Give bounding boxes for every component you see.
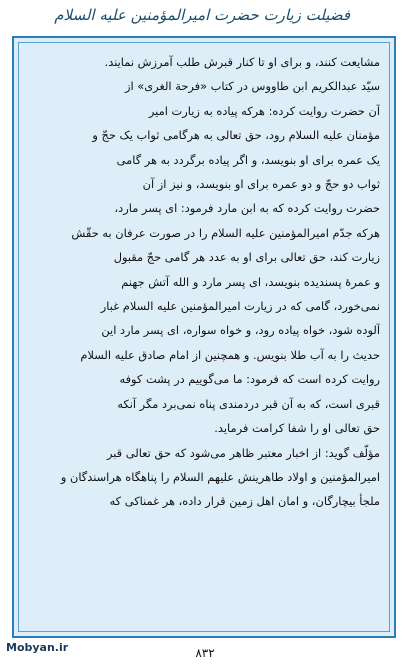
text-frame <box>12 36 396 638</box>
text-line: قبری است، که به آن قبر دردمندی پناه نمی‌برد مگر آنکه <box>117 396 380 411</box>
text-line: مشایعت کنند، و برای او تا کنار قبرش طلب آمرزش نمایند. <box>104 55 380 69</box>
text-line: آلوده شود، خواه پیاده رود، و خواه سواره، ای پسر مارد این <box>101 323 380 338</box>
text-line: هرکه جدّم امیرالمؤمنین علیه السلام را در صورت عرفان به حقّش <box>71 225 380 240</box>
text-line: نمی‌خورد، گامی که در زیارت امیرالمؤمنین علیه السلام غبار <box>100 299 380 314</box>
page-header <box>0 0 410 36</box>
text-line: سیّد عبدالکریم ابن طاووس در کتاب «فرحة الغری» از <box>125 79 380 94</box>
text-line: یک عمره برای او بنویسد، و اگر پیاده برگردد به هر گامی <box>116 152 380 167</box>
text-line: و عمرۀ پسندیده بنویسد، ای پسر مارد و الله آتش جهنم <box>121 274 380 289</box>
chapter-title: فضیلت زیارت حضرت امیرالمؤمنین علیه السلام <box>54 6 350 24</box>
page-number: ۸۳۲ <box>195 646 215 660</box>
body-text <box>28 50 380 514</box>
text-line: مؤلّف گوید: از اخبار معتبر ظاهر می‌شود که حق تعالی قبر <box>106 445 380 460</box>
text-line: مؤمنان علیه السلام رود، حق تعالی به هرگامی ثواب یک حجّ و <box>92 128 380 143</box>
text-line: حدیث را به آب طلا بنویس. و همچنین از امام صادق علیه السلام <box>80 347 380 362</box>
text-line: حضرت روایت کرده که به ابن مارد فرمود: ای پسر مارد، <box>114 201 380 216</box>
text-line: حق تعالی او را شفا کرامت فرماید. <box>214 421 380 436</box>
site-watermark: Mobyan.ir <box>6 641 69 654</box>
text-line: آن حضرت روایت کرده: هرکه پیاده به زیارت امیر <box>148 103 380 118</box>
text-line: زیارت کند، حق تعالی برای او به عدد هر گامی حجّ مقبول <box>113 250 380 265</box>
text-line: ملجأ بیچارگان، و امان اهل زمین قرار داده، هر غمناکی که <box>109 494 380 509</box>
text-line: امیرالمؤمنین و اولاد طاهرینش علیهم السلام را پناهگاه هراسندگان و <box>60 469 380 484</box>
text-line: ثواب دو حجّ و دو عمره برای او بنویسد، و نیز از آن <box>142 177 380 192</box>
text-line: روایت کرده است که فرمود: ما می‌گوییم در پشت کوفه <box>119 372 380 387</box>
